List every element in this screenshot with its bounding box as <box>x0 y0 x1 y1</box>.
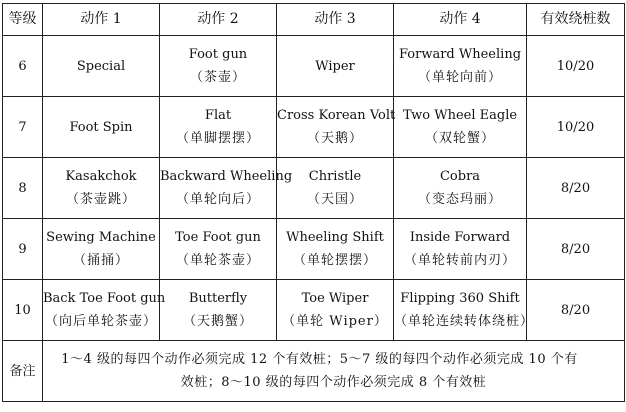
move-name-cn: （单轮向前） <box>417 70 502 85</box>
valid-piles-cell: 8/20 <box>527 280 625 341</box>
table-row <box>3 280 625 341</box>
move-cell <box>394 97 527 158</box>
move-name-en: Toe Wiper <box>301 291 369 306</box>
move-name-cn: （单轮 Wiper） <box>282 314 388 329</box>
move-name-cn: （捅捅） <box>72 253 129 268</box>
move-name-en: Special <box>76 58 126 74</box>
valid-piles-cell: 10/20 <box>527 36 625 97</box>
move-name-en: Kasakchok <box>65 169 137 184</box>
header-move-1: 动作 1 <box>43 4 160 36</box>
move-name-en: Two Wheel Eagle <box>402 108 518 123</box>
header-move-2: 动作 2 <box>160 4 277 36</box>
move-cell <box>160 97 277 158</box>
move-name-cn: （向后单轮茶壶） <box>44 314 157 329</box>
move-cell <box>277 97 394 158</box>
move-name-en: Butterfly <box>188 291 248 306</box>
level-cell: 7 <box>3 97 43 158</box>
valid-piles-cell: 8/20 <box>527 219 625 280</box>
move-name-cn: （变态玛丽） <box>417 192 502 207</box>
move-name-cn: （单轮连续转体绕桩） <box>394 314 535 329</box>
move-name-cn: （茶壶跳） <box>65 192 136 207</box>
header-move-3: 动作 3 <box>277 4 394 36</box>
valid-piles-cell: 8/20 <box>527 158 625 219</box>
remark-row <box>3 341 625 402</box>
move-name-en: Christle <box>308 169 362 184</box>
move-name-cn: （单轮转前内刃） <box>403 253 516 268</box>
move-name-en: Foot Spin <box>69 119 133 135</box>
level-cell: 10 <box>3 280 43 341</box>
move-name-en: Wiper <box>315 58 355 74</box>
move-cell <box>277 36 394 97</box>
header-move-4: 动作 4 <box>394 4 527 36</box>
header-valid-piles: 有效绕桩数 <box>527 4 625 36</box>
header-row <box>3 4 625 36</box>
move-cell <box>277 158 394 219</box>
table-row <box>3 158 625 219</box>
move-name-en: Cobra <box>439 169 481 184</box>
skill-level-table <box>2 3 625 402</box>
move-cell <box>160 219 277 280</box>
table-row <box>3 36 625 97</box>
header-level: 等级 <box>3 4 43 36</box>
move-name-en: Toe Foot gun <box>175 230 261 245</box>
remark-text <box>43 341 625 402</box>
move-cell <box>394 280 535 341</box>
move-name-cn: （单脚摆摆） <box>175 131 260 146</box>
move-name-cn: （单轮摆摆） <box>292 253 377 268</box>
move-cell <box>160 36 277 97</box>
move-name-cn: （单轮向后） <box>175 192 260 207</box>
move-name-en: Backward Wheeling <box>160 169 293 184</box>
move-cell <box>394 36 527 97</box>
move-cell <box>277 280 394 341</box>
move-name-en: Back Toe Foot gun <box>43 291 166 306</box>
table-row <box>3 97 625 158</box>
move-name-en: Sewing Machine <box>46 230 156 245</box>
move-name-en: Inside Forward <box>409 230 511 245</box>
valid-piles-cell: 10/20 <box>527 97 625 158</box>
move-cell <box>277 219 394 280</box>
move-cell <box>43 219 160 280</box>
move-cell <box>43 36 160 97</box>
move-name-en: Wheeling Shift <box>286 230 384 245</box>
level-cell: 9 <box>3 219 43 280</box>
move-name-cn: （双轮蟹） <box>424 131 495 146</box>
level-cell: 6 <box>3 36 43 97</box>
table-row <box>3 219 625 280</box>
move-name-en: Flipping 360 Shift <box>400 291 520 306</box>
move-cell <box>160 280 277 341</box>
move-name-en: Cross Korean Volt <box>277 108 396 123</box>
move-cell <box>43 158 160 219</box>
move-cell <box>160 158 293 219</box>
remark-line-1: 1～4 级的每四个动作必须完成 12 个有效桩；5～7 级的每四个动作必须完成 10 个有 <box>61 352 578 367</box>
move-name-en: Flat <box>204 108 232 123</box>
move-name-cn: （天国） <box>306 192 363 207</box>
move-cell <box>43 97 160 158</box>
move-name-cn: （天鹅蟹） <box>182 314 253 329</box>
move-cell <box>394 219 527 280</box>
remark-line-2: 效桩；8～10 级的每四个动作必须完成 8 个有效桩 <box>180 375 487 390</box>
move-name-cn: （茶壶） <box>189 70 246 85</box>
level-cell: 8 <box>3 158 43 219</box>
move-name-en: Forward Wheeling <box>398 47 522 62</box>
move-name-en: Foot gun <box>188 47 248 62</box>
move-cell <box>394 158 527 219</box>
move-cell <box>43 280 166 341</box>
remark-label: 备注 <box>3 341 43 402</box>
move-name-cn: （天鹅） <box>306 131 363 146</box>
move-name-cn: （单轮茶壶） <box>175 253 260 268</box>
